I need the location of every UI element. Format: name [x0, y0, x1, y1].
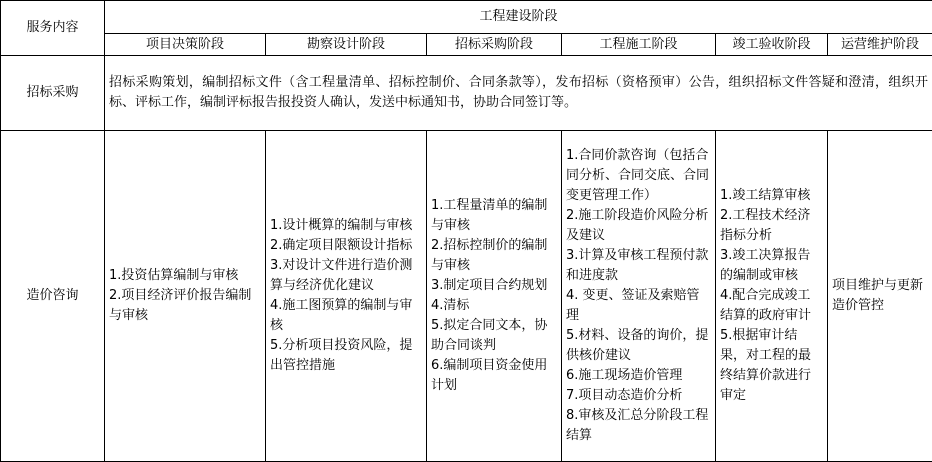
- list-item: 2.施工阶段造价风险分析及建议: [566, 206, 711, 246]
- list-item: 3.计算及审核工程预付款和进度款: [566, 246, 711, 286]
- list-item: 2.招标控制价的编制与审核: [431, 236, 557, 276]
- stage-construction-header: 工程施工阶段: [562, 34, 716, 56]
- list-item: 4.施工图预算的编制与审核: [270, 296, 422, 336]
- stage-operation-header: 运营维护阶段: [828, 34, 932, 56]
- list-item: 1.设计概算的编制与审核: [270, 216, 422, 236]
- list-item: 6.编制项目资金使用计划: [431, 356, 557, 396]
- list-item: 3.制定项目合约规划: [431, 276, 557, 296]
- construction-stage-title: 工程建设阶段: [105, 1, 932, 34]
- stage-decision-header: 项目决策阶段: [105, 34, 266, 56]
- list-item: 2.工程技术经济指标分析: [720, 206, 823, 246]
- list-item: 5.根据审计结果，对工程的最终结算价款进行审定: [720, 326, 823, 406]
- bidding-row-label: 招标采购: [1, 56, 105, 131]
- list-item: 1.竣工结算审核: [720, 186, 823, 206]
- cost-procurement-cell: [427, 131, 562, 462]
- list-item: 4. 变更、签证及索赔管理: [566, 286, 711, 326]
- stage-procurement-header: 招标采购阶段: [427, 34, 562, 56]
- list-item: 4.配合完成竣工结算的政府审计: [720, 286, 823, 326]
- cost-acceptance-cell: [716, 131, 828, 462]
- list-item: 1.投资估算编制与审核: [109, 266, 261, 286]
- list-item: 项目维护与更新造价管控: [832, 276, 928, 316]
- stage-design-header: 勘察设计阶段: [266, 34, 427, 56]
- list-item: 7.项目动态造价分析: [566, 386, 711, 406]
- list-item: 2.项目经济评价报告编制与审核: [109, 286, 261, 326]
- list-item: 5.拟定合同文本，协助合同谈判: [431, 316, 557, 356]
- cost-operation-cell: [828, 131, 932, 462]
- list-item: 5.材料、设备的询价，提供核价建议: [566, 326, 711, 366]
- cost-design-cell: [266, 131, 427, 462]
- list-item: 8.审核及汇总分阶段工程结算: [566, 406, 711, 446]
- cost-construction-cell: [562, 131, 716, 462]
- stage-acceptance-header: 竣工验收阶段: [716, 34, 828, 56]
- cost-decision-cell: [105, 131, 266, 462]
- bidding-description: 招标采购策划，编制招标文件（含工程量清单、招标控制价、合同条款等），发布招标（资格预审）公告，组织招标文件答疑和澄清，组织开标、评标工作，编制评标报告报投资人确认，发送中标通知书，协助合同签订等。: [105, 56, 932, 131]
- service-content-header: 服务内容: [1, 1, 105, 56]
- list-item: 3.对设计文件进行造价测算与经济优化建议: [270, 256, 422, 296]
- list-item: 1.工程量清单的编制与审核: [431, 196, 557, 236]
- list-item: 5.分析项目投资风险，提出管控措施: [270, 336, 422, 376]
- list-item: 2.确定项目限额设计指标: [270, 236, 422, 256]
- list-item: 4.清标: [431, 296, 557, 316]
- list-item: 6.施工现场造价管理: [566, 366, 711, 386]
- cost-row-label: 造价咨询: [1, 131, 105, 462]
- list-item: 3.竣工决算报告的编制或审核: [720, 246, 823, 286]
- list-item: 1.合同价款咨询（包括合同分析、合同交底、合同变更管理工作）: [566, 146, 711, 206]
